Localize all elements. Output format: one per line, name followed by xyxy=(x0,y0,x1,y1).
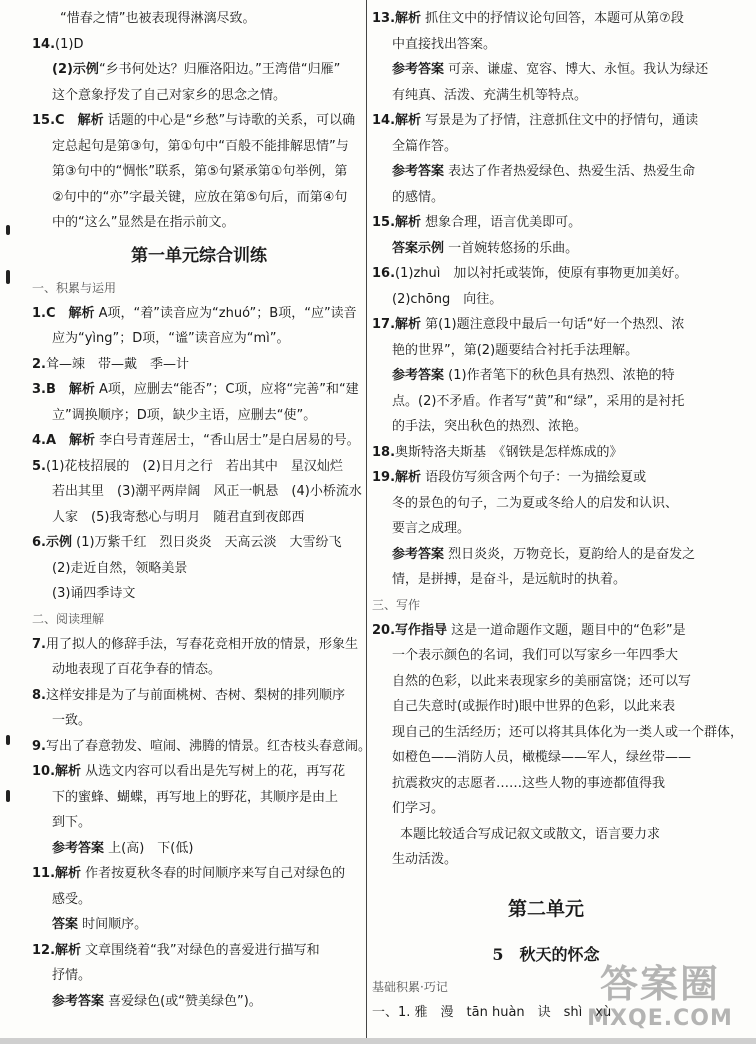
answer-line xyxy=(372,210,720,236)
section-heading: 三、写作 xyxy=(372,597,421,612)
answer-line xyxy=(372,32,720,58)
answer-text: 如橙色——消防人员，橄榄绿——军人，绿丝带—— xyxy=(392,750,692,765)
answer-line xyxy=(372,567,720,593)
answer-text: 一首婉转悠扬的乐曲。 xyxy=(444,240,579,256)
answer-text: 作者按夏秋冬春的时间顺序来写自己对绿色的 xyxy=(81,866,346,881)
answer-text: 冬的景色的句子，二为夏或冬给人的启发和认识、 xyxy=(392,495,679,511)
answer-text: 这样安排是为了与前面桃树、杏树、梨树的排列顺序 xyxy=(45,687,345,703)
answer-text: 抒情。 xyxy=(52,968,92,983)
answer-text: 写出了春意勃发、喧闹、沸腾的情景。红杏枝头春意闹。 xyxy=(45,738,371,754)
answer-text: 第③句中的“惆怅”联系，第⑤句紧承第①句举例，第 xyxy=(52,164,348,179)
question-number: 18. xyxy=(372,444,396,460)
answer-line xyxy=(32,134,366,160)
scan-mark xyxy=(6,270,10,284)
answer-text: 上(高) 下(低) xyxy=(104,840,194,856)
question-number: 19. xyxy=(372,470,396,485)
answer-text: (1)花枝招展的 (2)日月之行 若出其中 星汉灿烂 xyxy=(45,458,343,474)
answer-text: 要言之成理。 xyxy=(392,521,471,536)
answer-keyword: 解析 xyxy=(395,317,422,332)
section-title: 第一单元综合训练 xyxy=(131,245,267,266)
answer-line xyxy=(32,759,366,785)
answer-text: 第(1)题注意段中最后一句话“好一个热烈、浓 xyxy=(421,317,685,332)
answer-text: 的感情。 xyxy=(392,189,445,205)
answer-line xyxy=(372,643,720,669)
answer-keyword: 解析 xyxy=(55,764,82,779)
answer-line xyxy=(372,83,720,109)
answer-text: (2)走近自然，领略美景 xyxy=(52,560,188,576)
answer-line xyxy=(372,236,720,262)
answer-text: 点。(2)不矛盾。作者写“黄”和“绿”，采用的是衬托 xyxy=(392,393,685,409)
question-number: 6. xyxy=(32,535,46,550)
answer-text: 应为“yìng”；D项，“谧”读音应为“mì”。 xyxy=(52,331,290,346)
question-number: 4. xyxy=(32,433,46,448)
answer-line xyxy=(372,108,720,134)
question-number: 7. xyxy=(32,636,46,652)
answer-text: 生动活泼。 xyxy=(392,852,458,867)
watermark-bottom-text: MXQE.COM xyxy=(587,1006,733,1031)
answer-text: 中直接找出答案。 xyxy=(392,36,497,52)
answer-line xyxy=(32,83,366,109)
answer-text: 自然的色彩，以此来表现家乡的美丽富饶；还可以写 xyxy=(392,673,692,689)
answer-line xyxy=(372,618,720,644)
answer-line xyxy=(372,287,720,313)
answer-line xyxy=(32,159,366,185)
answer-keyword: 参考答案 xyxy=(392,62,445,77)
answer-keyword: 参考答案 xyxy=(52,993,105,1009)
answer-line xyxy=(32,887,366,913)
answer-line xyxy=(32,708,366,734)
answer-keyword: 解析 xyxy=(395,113,422,128)
answer-text: 可亲、谦虚、宽容、博大、永恒。我认为绿还 xyxy=(444,62,709,77)
question-number: 9. xyxy=(32,738,46,754)
answer-keyword: 解析 xyxy=(395,11,422,26)
answer-line xyxy=(32,428,366,454)
answer-text: 时间顺序。 xyxy=(78,917,148,932)
answer-line xyxy=(32,581,366,607)
question-number: 14. xyxy=(372,113,396,128)
answer-line xyxy=(372,363,720,389)
answer-keyword: 答案示例 xyxy=(392,240,445,256)
answer-text: 情，是拼搏，是奋斗，是远航时的执着。 xyxy=(392,572,627,587)
answer-text: (3)诵四季诗文 xyxy=(52,586,136,601)
answer-line xyxy=(372,720,744,746)
answer-keyword: 参考答案 xyxy=(392,546,445,562)
scan-mark xyxy=(6,790,10,802)
answer-text: 若出其里 (3)潮平两岸阔 风正一帆悬 (4)小桥流水 xyxy=(52,484,362,499)
right-column xyxy=(372,6,744,1025)
answer-line xyxy=(372,338,720,364)
left-column xyxy=(32,6,371,1014)
answer-text: 喜爱绿色(或“赞美绿色”)。 xyxy=(104,993,262,1009)
answer-text: 用了拟人的修辞手法，写春花竞相开放的情景，形象生 xyxy=(45,636,358,652)
answer-text: 立”调换顺序；D项，缺少主语，应删去“使”。 xyxy=(52,407,317,423)
answer-keyword: 参考答案 xyxy=(52,840,105,856)
answer-text: (1)作者笔下的秋色具有热烈、浓艳的特 xyxy=(444,368,675,383)
answer-keyword: (2)示例 xyxy=(52,62,99,77)
answer-text: 一致。 xyxy=(52,713,92,728)
answer-line xyxy=(372,796,720,822)
unit-title: 第二单元 xyxy=(507,897,584,920)
question-number: 2. xyxy=(32,356,46,372)
answer-line xyxy=(372,847,720,873)
answer-line xyxy=(372,312,720,338)
answer-text: 写景是为了抒情，注意抓住文中的抒情句，通读 xyxy=(421,113,699,128)
question-number: 3. xyxy=(32,382,46,397)
answer-line xyxy=(32,938,366,964)
answer-text: 奥斯特洛夫斯基 《钢铁是怎样炼成的》 xyxy=(395,444,623,460)
answer-text: 定总起句是第③句，第①句中“百般不能排解思情”与 xyxy=(52,138,349,154)
answer-text: 现自己的生活经历；还可以将其具体化为一类人或一个群体， xyxy=(392,724,744,740)
question-number: 1. xyxy=(32,305,46,321)
answer-text: 本题比较适合写成记叙文或散文，语言要力求 xyxy=(400,826,661,842)
answer-line xyxy=(372,159,720,185)
question-number: 14. xyxy=(32,36,56,52)
answer-text: 表达了作者热爱绿色、热爱生活、热爱生命 xyxy=(444,164,696,179)
answer-text: 人家 (5)我寄愁心与明月 随君直到夜郎西 xyxy=(52,509,305,525)
question-number: 10. xyxy=(32,764,56,779)
answer-line xyxy=(32,861,366,887)
question-number: 5. xyxy=(32,458,46,474)
answer-keyword: C 解析 xyxy=(45,305,95,321)
answer-line xyxy=(32,505,366,531)
answer-text: 这是一道命题作文题，题目中的“色彩”是 xyxy=(447,622,686,638)
answer-line xyxy=(372,669,720,695)
answer-line xyxy=(32,454,366,480)
answer-text: 抗震救灾的志愿者……这些人物的事迹都值得我 xyxy=(392,775,666,791)
answer-keyword: A 解析 xyxy=(45,433,96,448)
answer-text: 一个表示颜色的名词，我们可以写家乡一年四季大 xyxy=(392,648,679,663)
answer-line xyxy=(372,745,720,771)
answer-line xyxy=(32,963,366,989)
answer-keyword: 解析 xyxy=(395,470,422,485)
answer-text: 下的蜜蜂、蝴蝶，再写地上的野花，其顺序是由上 xyxy=(52,789,339,805)
answer-line xyxy=(372,822,720,848)
answer-text: 抓住文中的抒情议论句回答，本题可从第⑦段 xyxy=(421,11,684,26)
answer-line xyxy=(32,556,366,582)
answer-line xyxy=(32,108,366,134)
answer-text: (1)万紫千红 烈日炎炎 天高云淡 大雪纷飞 xyxy=(72,535,342,550)
answer-keyword: 示例 xyxy=(45,535,72,550)
answer-text: 从选文内容可以看出是先写树上的花，再写花 xyxy=(81,764,346,779)
answer-text: A项，“着”读音应为“zhuó”；B项，“应”读音 xyxy=(94,305,357,321)
answer-line xyxy=(32,326,366,352)
answer-line xyxy=(372,185,720,211)
answer-line xyxy=(372,465,720,491)
answer-text: 有纯真、活泼、充满生机等特点。 xyxy=(392,87,588,103)
answer-line xyxy=(32,657,366,683)
answer-text: 这个意象抒发了自己对家乡的思念之情。 xyxy=(52,87,287,103)
answer-line xyxy=(372,516,720,542)
answer-text: 自己失意时(或振作时)眼中世界的色彩，以此来表 xyxy=(392,699,676,714)
question-number: 11. xyxy=(32,866,56,881)
answer-line xyxy=(32,210,366,236)
answer-keyword: C 解析 xyxy=(55,113,104,128)
lesson-title: 5 秋天的怀念 xyxy=(492,944,600,964)
answer-line xyxy=(32,734,371,760)
answer-text: 耸—竦 带—戴 季—计 xyxy=(45,356,189,372)
answer-line xyxy=(32,479,366,505)
answer-line xyxy=(32,352,366,378)
answer-line xyxy=(372,771,720,797)
section-heading: 基础积累·巧记 xyxy=(372,979,448,994)
answer-line xyxy=(32,912,366,938)
answer-line xyxy=(372,6,720,32)
question-number: 13. xyxy=(372,11,396,26)
question-number: 12. xyxy=(32,942,56,958)
answer-text: 动地表现了百花争春的情态。 xyxy=(52,662,222,677)
answer-text: 全篇作答。 xyxy=(392,138,458,154)
answer-text: “惜春之情”也被表现得淋漓尽致。 xyxy=(60,11,256,26)
answer-text: “乡书何处达？归雁洛阳边。”王湾借“归雁” xyxy=(98,62,341,77)
question-number: 15. xyxy=(32,113,56,128)
question-number: 15. xyxy=(372,215,396,230)
section-heading: 二、阅读理解 xyxy=(32,611,105,626)
answer-text: 李白号青莲居士，“香山居士”是白居易的号。 xyxy=(95,433,360,448)
answer-text: 中的“这么”显然是在指示前文。 xyxy=(52,215,235,230)
answer-line xyxy=(372,491,720,517)
answer-line xyxy=(32,57,366,83)
answer-text: 艳的世界”，第(2)题要结合衬托手法理解。 xyxy=(392,342,639,358)
answer-line xyxy=(32,301,366,327)
answer-text: 感受。 xyxy=(52,891,92,907)
answer-line xyxy=(372,694,720,720)
answer-text: (1)D xyxy=(55,36,84,52)
answer-keyword: 参考答案 xyxy=(392,164,445,179)
answer-text: 文章围绕着“我”对绿色的喜爱进行描写和 xyxy=(81,942,320,958)
answer-keyword: 答案 xyxy=(52,917,79,932)
answer-keyword: B 解析 xyxy=(45,382,95,397)
answer-line xyxy=(32,530,366,556)
watermark-top-text: 答案圈 xyxy=(599,962,720,1006)
answer-line xyxy=(32,810,366,836)
answer-keyword: 写作指导 xyxy=(395,622,448,638)
answer-line xyxy=(372,261,720,287)
answer-line xyxy=(32,836,366,862)
answer-keyword: 解析 xyxy=(395,215,422,230)
answer-line xyxy=(32,32,366,58)
answer-text: 烈日炎炎，万物竞长，夏韵给人的是奋发之 xyxy=(444,546,696,562)
question-number: 8. xyxy=(32,687,46,703)
answer-line xyxy=(32,403,366,429)
answer-line xyxy=(32,377,366,403)
answer-text: 语段仿写须含两个句子：一为描绘夏或 xyxy=(421,470,647,485)
answer-line xyxy=(372,389,720,415)
question-number: 20. xyxy=(372,622,396,638)
answer-line xyxy=(372,57,720,83)
answer-text: 一、1. 雅 漫 tān huàn 诀 shì xù xyxy=(372,1004,612,1020)
answer-text: 的手法，突出秋色的热烈、浓艳。 xyxy=(392,419,588,434)
answer-line xyxy=(372,440,720,466)
scan-mark xyxy=(6,735,10,745)
section-heading: 一、积累与运用 xyxy=(32,280,117,295)
scan-mark xyxy=(6,225,10,235)
answer-line xyxy=(32,683,366,709)
answer-line xyxy=(372,542,720,568)
answer-text: 们学习。 xyxy=(392,801,445,816)
answer-keyword: 参考答案 xyxy=(392,368,445,383)
answer-text: A项，应删去“能否”；C项，应将“完善”和“建 xyxy=(94,382,359,397)
question-number: 17. xyxy=(372,317,396,332)
answer-line xyxy=(32,185,366,211)
answer-keyword: 解析 xyxy=(55,866,82,881)
answer-text: 话题的中心是“乡愁”与诗歌的关系，可以确 xyxy=(103,113,356,128)
answer-text: 到下。 xyxy=(52,815,92,830)
answer-line xyxy=(32,785,366,811)
answer-keyword: 解析 xyxy=(55,942,82,958)
answer-text: (2)chōng 向往。 xyxy=(392,291,503,307)
answer-line xyxy=(372,134,720,160)
answer-line xyxy=(32,632,366,658)
answer-text: ②句中的“亦”字最关键，应放在第⑤句后，而第④句 xyxy=(52,189,348,205)
answer-line xyxy=(32,989,366,1015)
bottom-edge xyxy=(0,1038,756,1044)
column-divider xyxy=(366,0,367,1044)
question-number: 16. xyxy=(372,266,396,281)
watermark-logo xyxy=(572,962,748,1042)
answer-text: (1)zhuì 加以衬托或装饰，使原有事物更加美好。 xyxy=(395,266,688,281)
answer-text: 想象合理，语言优美即可。 xyxy=(421,215,582,230)
answer-line xyxy=(372,414,720,440)
answer-line xyxy=(32,6,366,32)
